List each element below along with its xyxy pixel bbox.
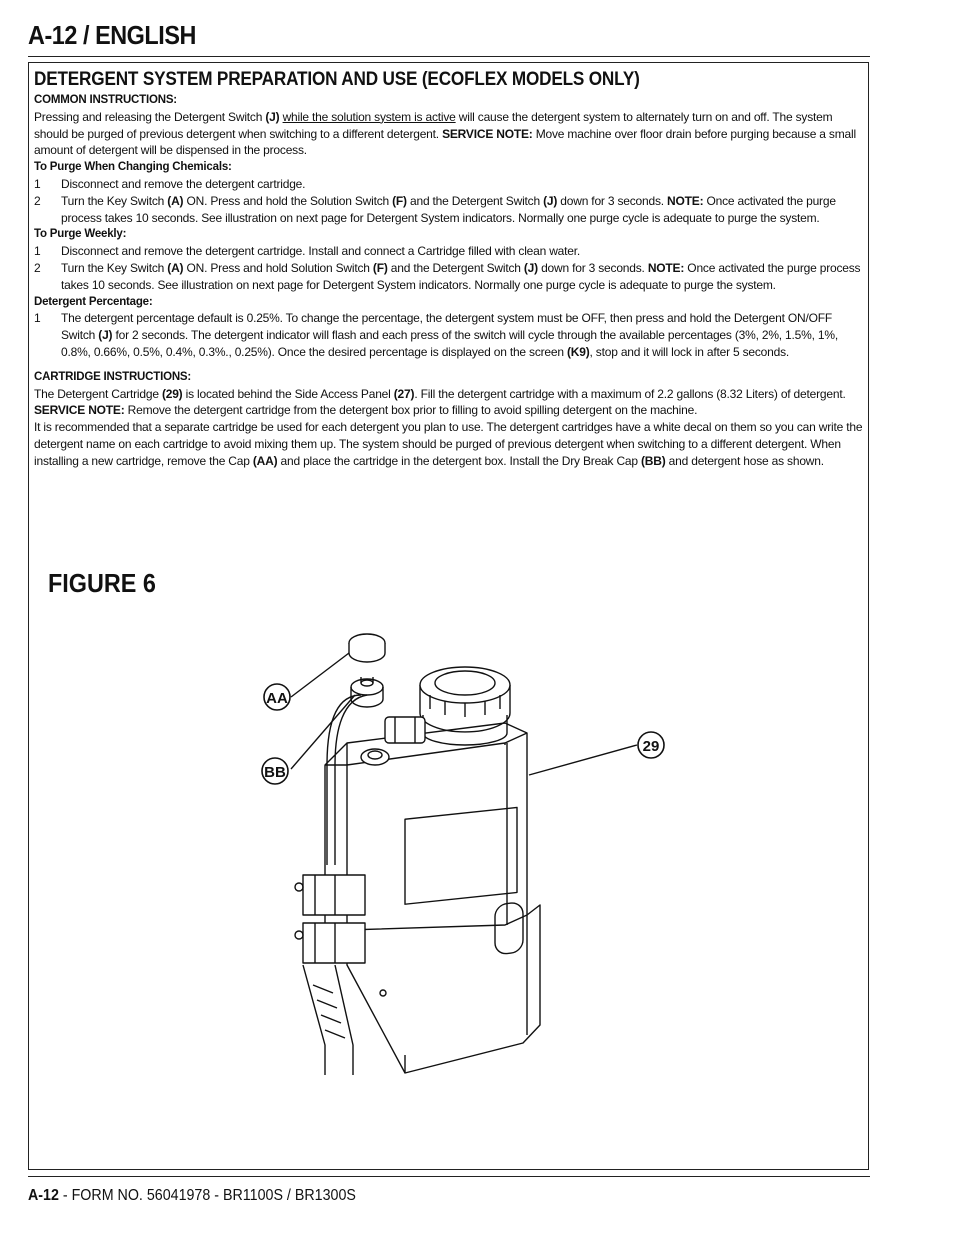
callout-29	[638, 732, 664, 758]
percentage-heading: Detergent Percentage:	[34, 295, 153, 308]
list-item: 2 Turn the Key Switch (A) ON. Press and hold the Solution Switch (F) and the Detergent Switch (J) down for 3 seconds. NOTE: Once activated the purge process takes 10 seconds. See illustration on next page for Detergent System indicators. Normally one purge cycle is adequate to purge the system.	[34, 193, 836, 225]
cartridge-heading: CARTRIDGE INSTRUCTIONS:	[34, 370, 192, 383]
purge-change-steps	[34, 176, 864, 226]
purge-weekly-heading: To Purge Weekly:	[34, 228, 127, 241]
list-item: 1 The detergent percentage default is 0.25%. To change the percentage, the detergent system must be OFF, then press and hold the Detergent ON/OFF Switch (J) for 2 seconds. The detergent indicator will flash and each press of the switch will cycle through the available percentages (3%, 2%, 1.5%, 1%, 0.8%, 0.66%, 0.5%, 0.4%, 0.3%., 0.25%). Once the desired percentage is displayed on the screen (K9), stop and it will lock in after 5 seconds.	[34, 311, 838, 359]
callout-bb	[262, 758, 288, 784]
percentage-steps	[34, 310, 864, 360]
svg-text:29: 29	[642, 738, 660, 755]
page-footer: A-12 - FORM NO. 56041978 - BR1100S / BR1300S	[28, 1187, 356, 1204]
cartridge-paragraph-3: It is recommended that a separate cartridge be used for each detergent you plan to use. The detergent cartridges have a white decal on them so you can write the detergent name on each cartridge to avoid mixing them up. The system should be purged of previous detergent when switching to a different detergent. When installing a new cartridge, remove the Cap (AA) and place the cartridge in the detergent box. Install the Dry Break Cap (BB) and detergent hose as shown.	[34, 420, 863, 468]
purge-change-heading: To Purge When Changing Chemicals:	[34, 161, 232, 174]
leader-line-29	[529, 745, 637, 775]
common-paragraph: Pressing and releasing the Detergent Switch (J) while the solution system is active will cause the detergent system to alternately turn on and off. The system should be purged of previous detergent when switching to a different detergent. SERVICE NOTE: Move machine over floor drain before purging because a small amount of detergent will be dispensed in the process.	[34, 109, 856, 158]
list-item: 2 Turn the Key Switch (A) ON. Press and hold Solution Switch (F) and the Detergent Switch (J) down for 3 seconds. NOTE: Once activated the purge process takes 10 seconds. See illustration on next page for Detergent System indicators. Normally one purge cycle is adequate to purge the system.	[34, 260, 861, 292]
cartridge-service-note: SERVICE NOTE: Remove the detergent cartridge from the detergent box prior to filling to avoid spilling detergent on the machine.	[34, 403, 698, 418]
svg-text:AA: AA	[266, 690, 288, 707]
svg-text:BB: BB	[264, 764, 286, 781]
top-divider	[28, 56, 870, 57]
figure-title: FIGURE 6	[48, 568, 156, 598]
cap-aa-icon	[349, 634, 385, 662]
list-item: 1 Disconnect and remove the detergent cartridge.	[34, 176, 306, 191]
bottom-divider	[28, 1176, 870, 1177]
instructions-body	[34, 66, 864, 470]
common-heading: COMMON INSTRUCTIONS:	[34, 94, 177, 106]
purge-weekly-steps	[34, 243, 864, 293]
cartridge-paragraph-1: The Detergent Cartridge (29) is located behind the Side Access Panel (27). Fill the detergent cartridge with a maximum of 2.2 gallons (8.32 Liters) of detergent.	[34, 386, 846, 401]
dry-break-cap-icon	[351, 677, 383, 707]
detergent-cartridge-illustration	[255, 625, 675, 1085]
section-title: DETERGENT SYSTEM PREPARATION AND USE (ECOFLEX MODELS ONLY)	[34, 68, 640, 90]
callout-aa	[264, 684, 290, 710]
page-title: A-12 / ENGLISH	[28, 20, 196, 50]
list-item: 1 Disconnect and remove the detergent cartridge. Install and connect a Cartridge filled with clean water.	[34, 244, 581, 259]
leader-line-aa	[291, 653, 349, 697]
